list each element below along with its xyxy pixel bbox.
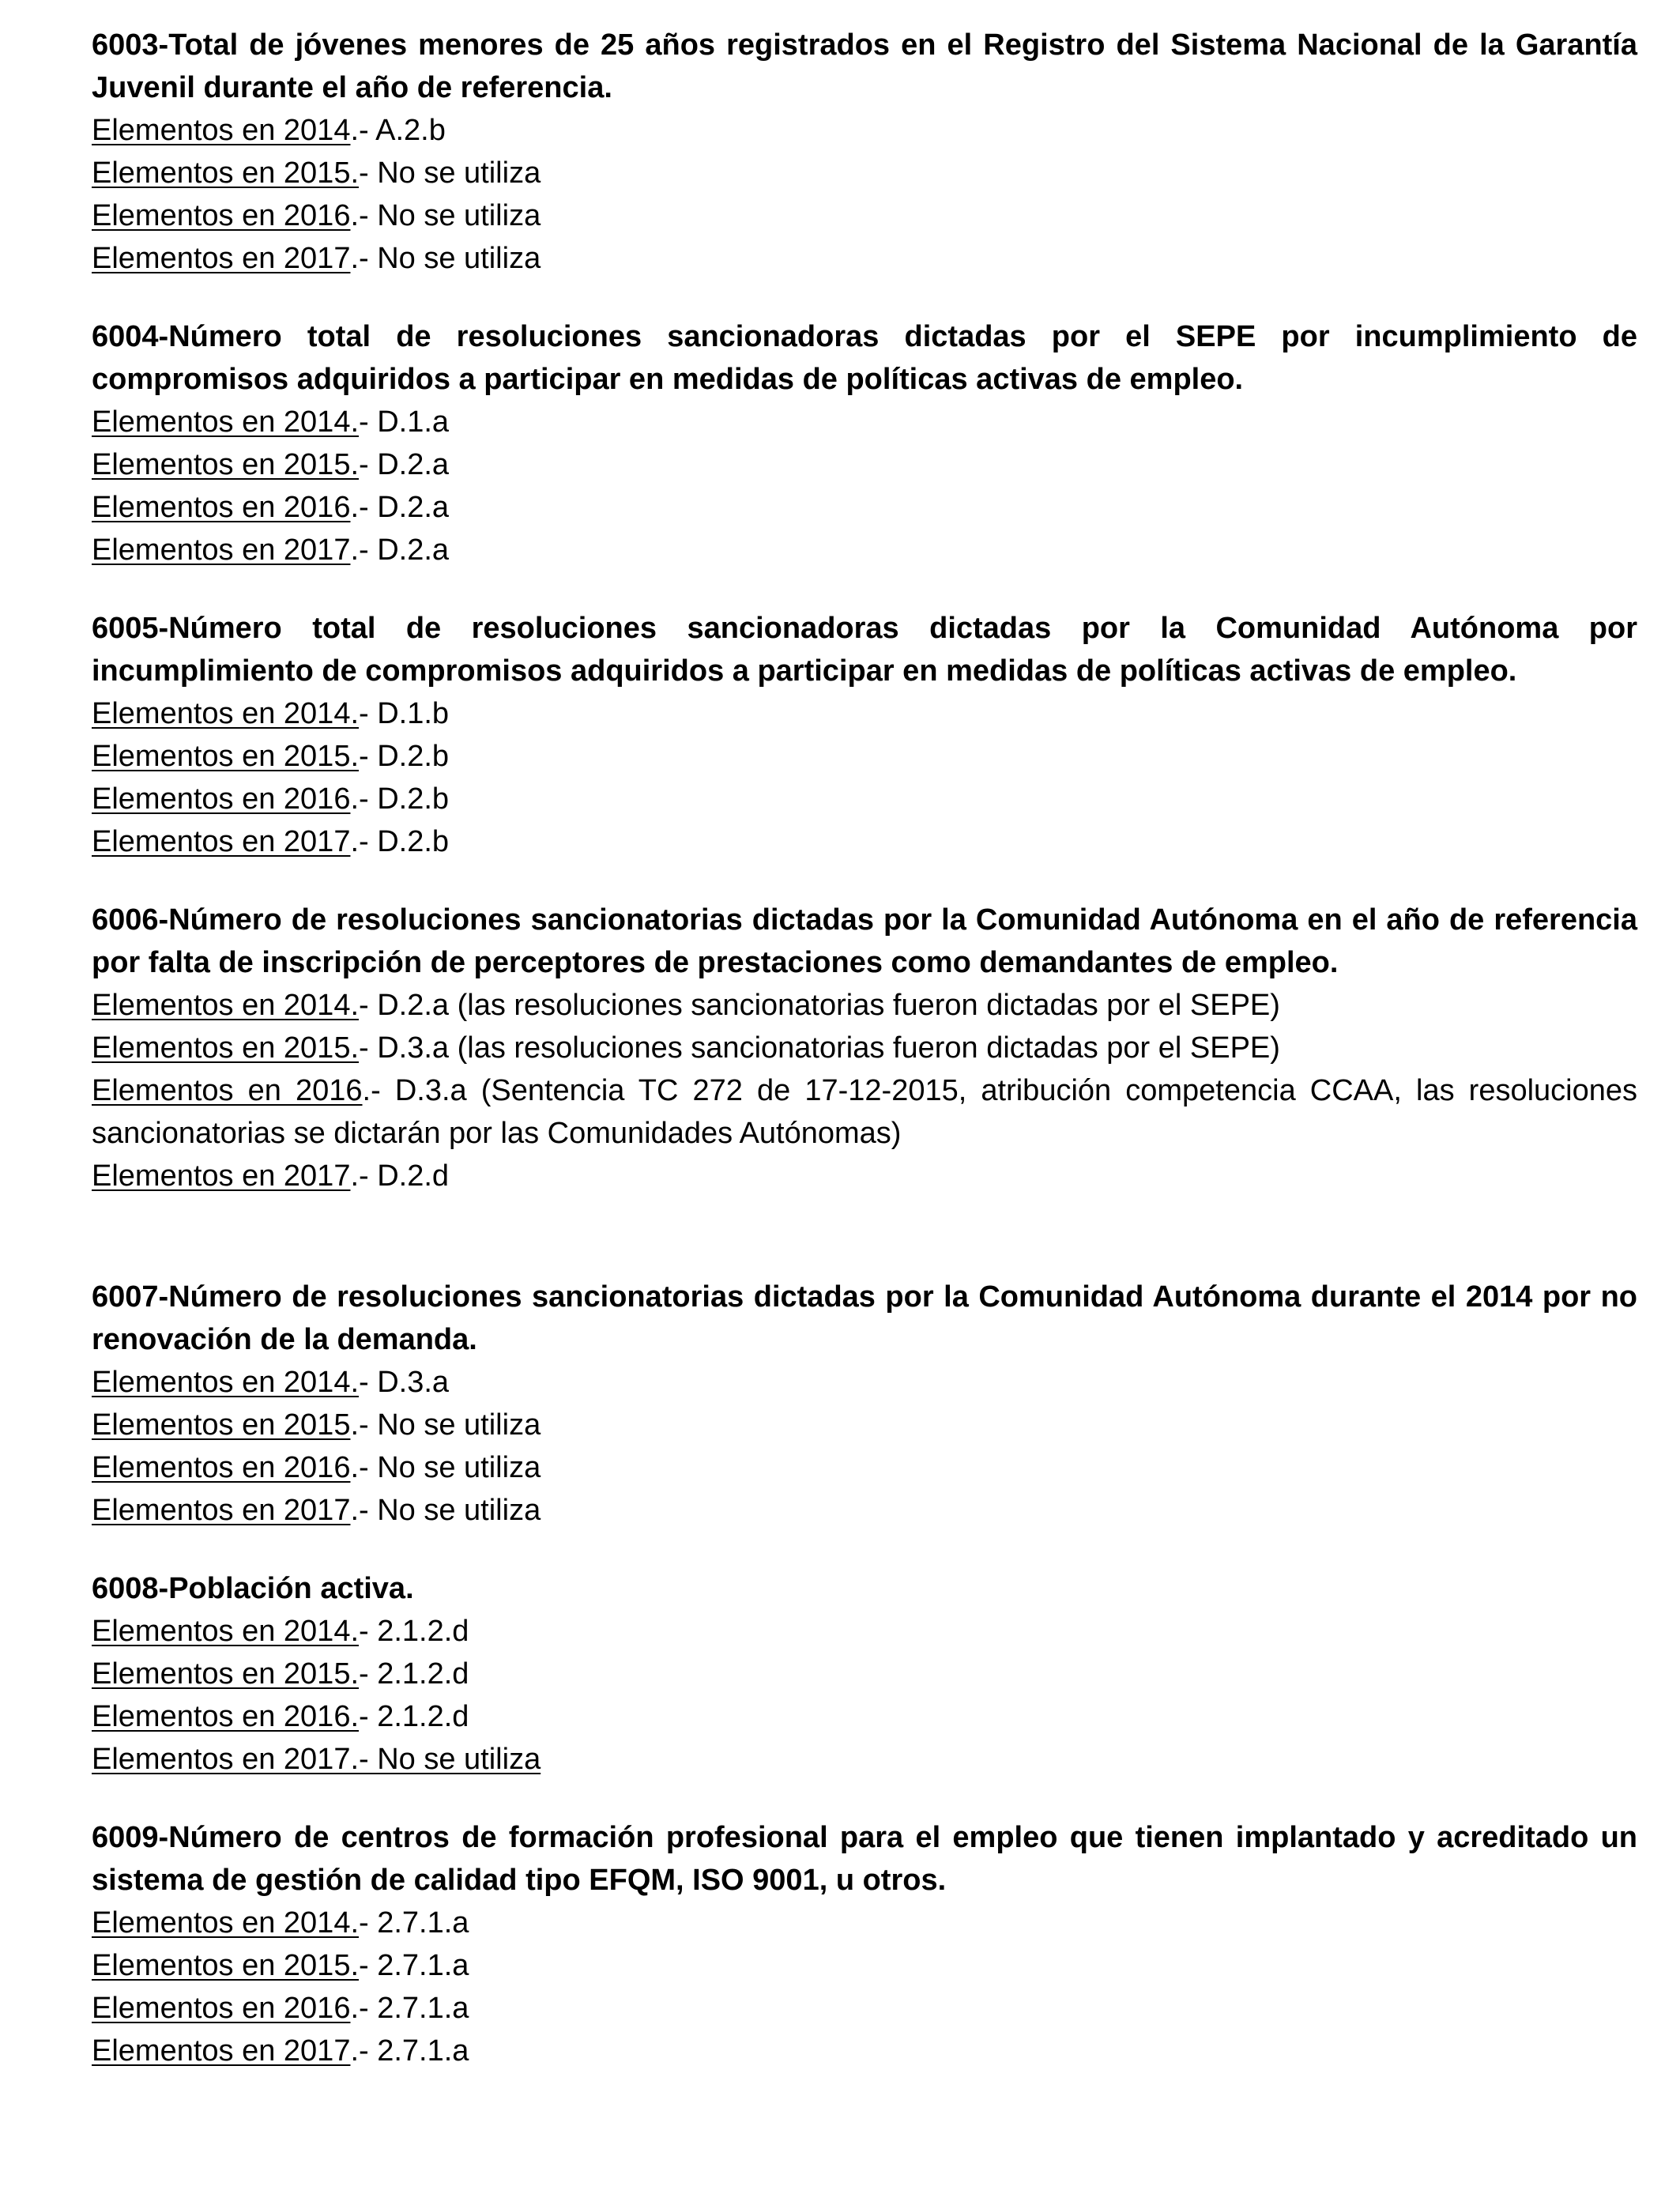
- item-label: Elementos en 2017.- No se utiliza: [92, 1743, 541, 1776]
- item-value: .- D.2.a: [350, 533, 450, 567]
- section-heading: 6008-Población activa.: [92, 1572, 414, 1605]
- item-value: .- D.2.b: [350, 782, 450, 816]
- item-value: .- No se utiliza: [350, 242, 541, 275]
- list-item: [92, 778, 1637, 820]
- item-label: Elementos en 2015: [92, 1408, 351, 1442]
- item-value: .- A.2.b: [350, 114, 446, 147]
- section-6005: [92, 607, 1637, 863]
- spacer: [92, 1532, 1637, 1567]
- item-label: Elementos en 2014.: [92, 1906, 360, 1940]
- item-label: Elementos en 2017: [92, 1494, 351, 1527]
- item-label: Elementos en 2017: [92, 242, 351, 275]
- list-item: [92, 2030, 1637, 2072]
- list-item: [92, 109, 1637, 152]
- list-item: [92, 735, 1637, 778]
- list-item: [92, 1361, 1637, 1404]
- section-heading: 6007-Número de resoluciones sancionatorias dictadas por la Comunidad Autónoma durante el 2014 por no renovación de la demanda.: [92, 1280, 1637, 1356]
- item-value: .- D.2.a: [350, 491, 450, 524]
- item-value: .- D.2.b: [350, 825, 450, 858]
- item-value: - 2.1.2.d: [359, 1657, 469, 1691]
- item-label: Elementos en 2014.: [92, 1615, 360, 1648]
- list-item: [92, 1738, 1637, 1781]
- list-item: [92, 692, 1637, 735]
- item-label: Elementos en 2015.: [92, 1949, 360, 1982]
- spacer: [92, 571, 1637, 607]
- list-item: [92, 237, 1637, 280]
- list-item: [92, 1653, 1637, 1695]
- spacer: [92, 1781, 1637, 1816]
- item-label: Elementos en 2015.: [92, 448, 360, 481]
- section-heading: 6003-Total de jóvenes menores de 25 años registrados en el Registro del Sistema Nacional de la Garantía Juvenil durante el año de referencia.: [92, 28, 1637, 104]
- item-label: Elementos en 2016.: [92, 1700, 360, 1733]
- document-body: [92, 24, 1637, 2072]
- item-value: - D.3.a (las resoluciones sancionatorias fueron dictadas por el SEPE): [359, 1031, 1280, 1065]
- item-label: Elementos en 2014.: [92, 697, 360, 730]
- item-label: Elementos en 2017: [92, 825, 351, 858]
- item-label: Elementos en 2014.: [92, 989, 360, 1022]
- item-value: .- No se utiliza: [350, 199, 541, 232]
- list-item: [92, 1944, 1637, 1987]
- item-value: - D.2.b: [359, 740, 450, 773]
- item-label: Elementos en 2014.: [92, 1366, 360, 1399]
- item-label: Elementos en 2015.: [92, 1031, 360, 1065]
- item-value: - No se utiliza: [359, 156, 541, 190]
- list-item: [92, 443, 1637, 486]
- section-heading: 6004-Número total de resoluciones sancionadoras dictadas por el SEPE por incumplimiento de compromisos adquiridos a participar en medidas de políticas activas de empleo.: [92, 320, 1637, 396]
- item-value: .- No se utiliza: [350, 1408, 541, 1442]
- item-label: Elementos en 2014: [92, 114, 351, 147]
- list-item: [92, 1027, 1637, 1069]
- item-label: Elementos en 2017: [92, 1159, 351, 1193]
- item-value: - D.2.a: [359, 448, 450, 481]
- spacer: [92, 863, 1637, 899]
- item-label: Elementos en 2016: [92, 1074, 363, 1107]
- list-item: [92, 1404, 1637, 1446]
- list-item: [92, 1695, 1637, 1738]
- item-value: .- D.2.d: [350, 1159, 450, 1193]
- section-6008: [92, 1567, 1637, 1781]
- list-item: [92, 820, 1637, 863]
- section-6007: [92, 1276, 1637, 1532]
- section-heading: 6009-Número de centros de formación profesional para el empleo que tienen implantado y acreditado un sistema de gestión de calidad tipo EFQM, ISO 9001, u otros.: [92, 1821, 1637, 1897]
- list-item: [92, 152, 1637, 194]
- section-heading: 6006-Número de resoluciones sancionatorias dictadas por la Comunidad Autónoma en el año de referencia por falta de inscripción de perceptores de prestaciones como demandantes de empleo.: [92, 903, 1637, 979]
- item-label: Elementos en 2015.: [92, 156, 360, 190]
- item-value: .- D.3.a (Sentencia TC 272 de 17-12-2015, atribución competencia CCAA, las resoluciones sancionatorias se dictarán por las Comunidades Autónomas): [92, 1074, 1638, 1150]
- list-item: [92, 401, 1637, 443]
- item-label: Elementos en 2015.: [92, 1657, 360, 1691]
- section-6009: [92, 1816, 1637, 2072]
- list-item: [92, 194, 1637, 237]
- item-value: .- No se utiliza: [350, 1451, 541, 1484]
- list-item: [92, 1446, 1637, 1489]
- list-item: [92, 1489, 1637, 1532]
- section-heading: 6005-Número total de resoluciones sancionadoras dictadas por la Comunidad Autónoma por incumplimiento de compromisos adquiridos a participar en medidas de políticas activas de empleo.: [92, 612, 1637, 688]
- list-item: [92, 1987, 1637, 2030]
- item-value: - 2.1.2.d: [359, 1615, 469, 1648]
- item-value: - 2.1.2.d: [359, 1700, 469, 1733]
- item-value: .- No se utiliza: [350, 1494, 541, 1527]
- list-item: [92, 984, 1637, 1027]
- list-item: [92, 1069, 1637, 1155]
- list-item: [92, 486, 1637, 529]
- item-label: Elementos en 2016: [92, 491, 351, 524]
- item-label: Elementos en 2017: [92, 2034, 351, 2068]
- item-label: Elementos en 2016: [92, 199, 351, 232]
- spacer: [92, 1197, 1637, 1276]
- section-6003: [92, 24, 1637, 280]
- item-value: .- 2.7.1.a: [350, 1992, 469, 2025]
- item-value: - D.1.a: [359, 405, 450, 439]
- item-value: - 2.7.1.a: [359, 1906, 469, 1940]
- list-item: [92, 1902, 1637, 1944]
- item-value: .- 2.7.1.a: [350, 2034, 469, 2068]
- item-label: Elementos en 2017: [92, 533, 351, 567]
- item-value: - 2.7.1.a: [359, 1949, 469, 1982]
- item-value: - D.2.a (las resoluciones sancionatorias fueron dictadas por el SEPE): [359, 989, 1280, 1022]
- item-label: Elementos en 2016: [92, 1992, 351, 2025]
- list-item: [92, 1155, 1637, 1197]
- section-6006: [92, 899, 1637, 1197]
- item-label: Elementos en 2014.: [92, 405, 360, 439]
- spacer: [92, 280, 1637, 315]
- list-item: [92, 529, 1637, 571]
- list-item: [92, 1610, 1637, 1653]
- item-label: Elementos en 2016: [92, 782, 351, 816]
- item-value: - D.3.a: [359, 1366, 450, 1399]
- item-label: Elementos en 2015.: [92, 740, 360, 773]
- item-value: - D.1.b: [359, 697, 450, 730]
- item-label: Elementos en 2016: [92, 1451, 351, 1484]
- section-6004: [92, 315, 1637, 571]
